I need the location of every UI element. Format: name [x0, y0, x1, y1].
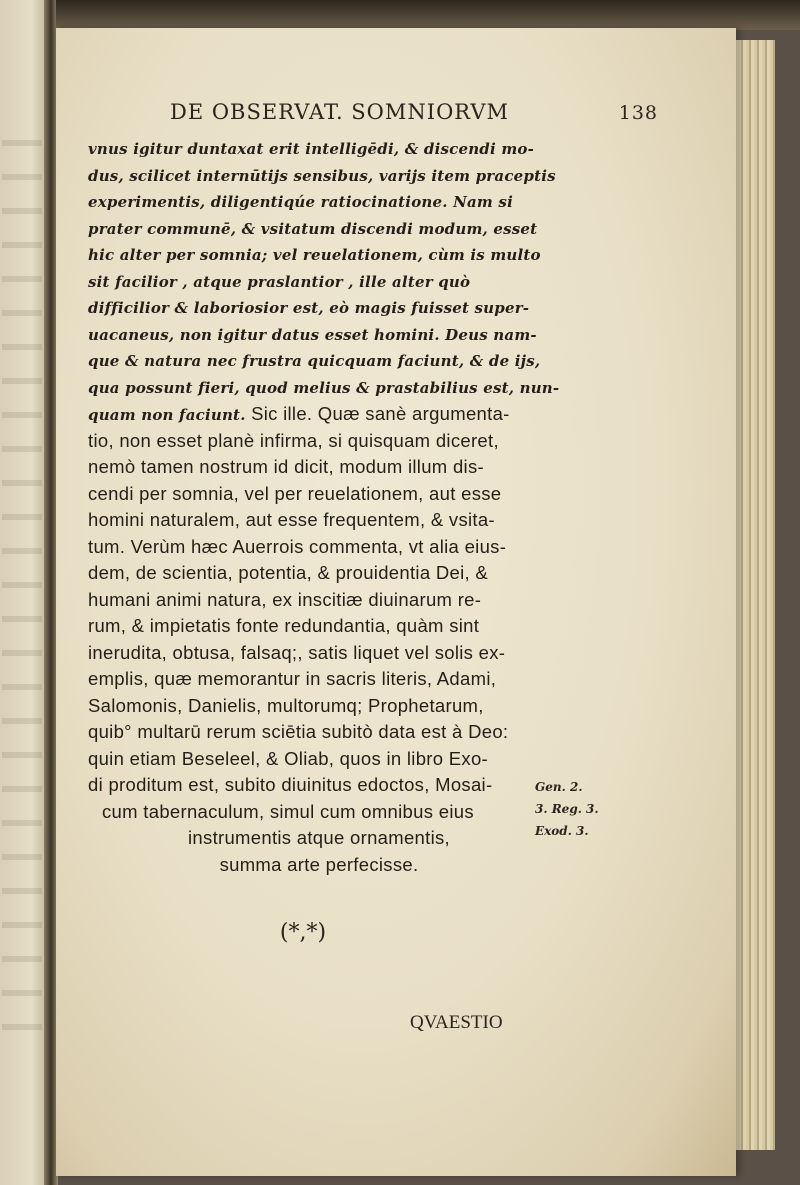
- catchword: QVAESTIO: [410, 1012, 503, 1033]
- margin-note: 3. Reg. 3.: [535, 802, 599, 816]
- text-line: homini naturalem, aut esse frequentem, & vsita-: [88, 509, 495, 530]
- text-line: tio, non esset planè infirma, si quisquam diceret,: [88, 429, 499, 451]
- text-line: qua possunt fieri, quod melius & prastabilius est, nun-: [88, 378, 560, 397]
- running-header: [170, 100, 658, 140]
- facing-page-text-ghost: [2, 140, 42, 1040]
- text-line: rum, & impietatis fonte redundantia, quàm sint: [88, 615, 480, 636]
- text-line: hic alter per somnia; vel reuelationem, cùm is multo: [88, 246, 541, 264]
- text-line: instrumentis atque ornamentis,: [188, 827, 450, 848]
- text-line: nemò tamen nostrum id dicit, modum illum dis-: [88, 456, 484, 477]
- text-line: cendi per somnia, vel per reuelationem, aut esse: [88, 482, 502, 504]
- text-line: experimentis, diligentiqúe ratiocinatione. Nam si: [88, 193, 513, 211]
- margin-note: Exod. 3.: [535, 824, 589, 838]
- text-line: dem, de scientia, potentia, & prouidentia Dei, &: [88, 562, 489, 583]
- text-line: di proditum est, subito diuinitus edoctos, Mosai-: [88, 774, 493, 795]
- text-line: tum. Verùm hæc Auerrois commenta, vt alia eius-: [88, 535, 507, 557]
- text-line: prater communē, & vsitatum discendi modum, esset: [88, 219, 538, 238]
- text-line: vnus igitur duntaxat erit intelligēdi, & discendi mo-: [88, 140, 535, 158]
- text-line: emplis, quæ memorantur in sacris literis, Adami,: [88, 668, 497, 689]
- text-line: quin etiam Beseleel, & Oliab, quos in libro Exo-: [88, 747, 489, 769]
- text-line: sit facilior , atque praslantior , ille alter quò: [88, 272, 471, 291]
- page-number: 138: [618, 102, 658, 124]
- text-line: inerudita, obtusa, falsaq;, satis liquet vel solis ex-: [88, 641, 506, 663]
- page-edges: [730, 40, 775, 1150]
- margin-note: Gen. 2.: [535, 780, 583, 794]
- text-line: quib° multarū rerum sciētia subitò data est à Deo:: [88, 721, 509, 742]
- roman-fragment: Sic ille. Quæ sanè argumenta-: [245, 403, 510, 424]
- text-line-mixed: [88, 401, 550, 428]
- printer-ornament: (*,*): [279, 920, 327, 945]
- text-line: que & natura nec frustra quicquam faciunt, & de ijs,: [88, 352, 541, 370]
- book-cover-top: [56, 0, 800, 30]
- running-title: DE OBSERVAT. SOMNIORVM: [170, 100, 510, 124]
- italic-fragment: quam non faciunt.: [88, 406, 246, 424]
- text-line: difficilior & laboriosior est, eò magis fuisset super-: [88, 299, 530, 317]
- margin-notes: [535, 776, 605, 842]
- text-line: humani animi natura, ex inscitiæ diuinarum re-: [88, 588, 482, 610]
- text-line: dus, scilicet internūtijs sensibus, varijs item praceptis: [88, 166, 556, 185]
- text-line: summa arte perfecisse.: [219, 853, 419, 875]
- text-line: cum tabernaculum, simul cum omnibus eius: [102, 800, 474, 822]
- text-line: uacaneus, non igitur datus esset homini. Deus nam-: [88, 325, 537, 344]
- text-line: Salomonis, Danielis, multorumq; Prophetarum,: [88, 694, 484, 716]
